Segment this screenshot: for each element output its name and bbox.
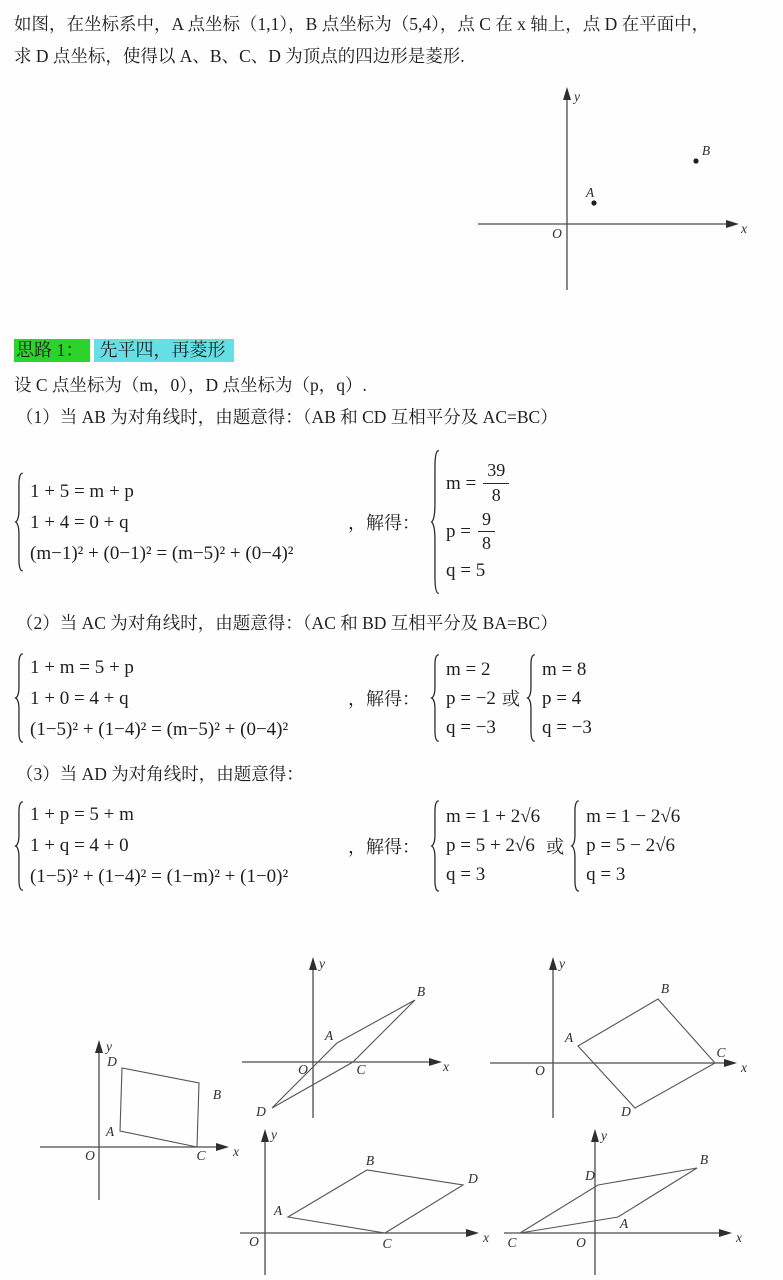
rhombus-ABCD (272, 1000, 415, 1108)
solve-connector: ，解得： (348, 836, 420, 857)
left-brace-icon (430, 798, 441, 894)
point-D-label: D (107, 1054, 117, 1069)
equation: (1−5)² + (1−4)² = (m−5)² + (0−4)² (30, 718, 289, 740)
point-B-label: B (699, 1152, 709, 1167)
left-brace-icon (14, 470, 25, 574)
solve-connector: ，解得： (348, 513, 420, 533)
fraction (483, 460, 509, 506)
left-brace-icon (430, 446, 441, 598)
x-axis-arrow-icon (429, 1058, 442, 1066)
or-word: 或 (501, 689, 520, 709)
fraction-denominator: 8 (481, 533, 491, 554)
y-axis-arrow-icon (591, 1129, 599, 1142)
x-axis-arrow-icon (466, 1229, 479, 1237)
x-axis-label: x (741, 221, 747, 236)
x-axis-arrow-icon (726, 220, 739, 228)
equation: 1 + m = 5 + p (30, 656, 134, 678)
solution-lhs: m = (446, 472, 477, 494)
point-B-dot (693, 158, 698, 163)
rhombus-CDBA (520, 1168, 697, 1233)
case-2-equations (14, 648, 592, 748)
equation: 1 + 5 = m + p (30, 480, 134, 502)
case-2-solution-1 (430, 652, 496, 744)
left-brace-icon (430, 652, 441, 744)
y-axis-label: y (319, 956, 325, 971)
point-C-label: C (716, 1045, 726, 1060)
x-axis-arrow-icon (216, 1143, 229, 1151)
x-axis-label: x (233, 1144, 239, 1159)
case-2-title: （2）当 AC 为对角线时，由题意得：（AC 和 BD 互相平分及 BA=BC） (16, 613, 558, 633)
equation: 1 + q = 4 + 0 (30, 835, 129, 856)
point-B-label: B (701, 143, 711, 158)
left-brace-icon (526, 652, 537, 744)
y-axis-arrow-icon (95, 1040, 103, 1053)
point-B-label: B (660, 981, 670, 996)
left-brace-icon (570, 798, 581, 894)
figure-main-axes (450, 85, 770, 300)
origin-label: O (552, 226, 562, 241)
case-1-equations (14, 443, 509, 601)
equation: 1 + 0 = 4 + q (30, 687, 129, 709)
x-axis-arrow-icon (724, 1059, 737, 1067)
y-axis-arrow-icon (309, 957, 317, 970)
solution-value: p = 4 (541, 687, 582, 709)
figure-case-1 (40, 1035, 240, 1205)
y-axis-arrow-icon (261, 1129, 269, 1142)
solution-value: q = −3 (446, 716, 496, 738)
solution-value: p = 5 − 2√6 (586, 835, 675, 856)
case-3-solution-2 (570, 798, 680, 894)
x-axis-arrow-icon (719, 1229, 732, 1237)
case-3-title: （3）当 AD 为对角线时，由题意得： (16, 764, 304, 784)
y-axis-label: y (601, 1128, 607, 1143)
equation: 1 + 4 = 0 + q (30, 511, 129, 533)
point-D-label: D (585, 1168, 595, 1183)
x-axis-label: x (443, 1059, 449, 1074)
rhombus-ABCD (578, 999, 715, 1108)
solution-value: q = −3 (541, 716, 592, 738)
point-C-label: C (356, 1062, 366, 1077)
fraction-numerator: 39 (483, 460, 509, 484)
point-A-label: A (564, 1030, 574, 1045)
point-A-label: A (273, 1203, 283, 1218)
y-axis-label: y (559, 956, 565, 971)
solution-value: m = 1 − 2√6 (586, 806, 681, 827)
point-A-label: A (585, 185, 595, 200)
figure-case-2b (490, 950, 752, 1122)
x-axis-label: x (741, 1060, 747, 1075)
point-D-label: D (468, 1171, 478, 1186)
rhombus-ABDC (288, 1170, 463, 1233)
point-C-label: C (196, 1148, 206, 1163)
equation: (m−1)² + (0−1)² = (m−5)² + (0−4)² (30, 542, 294, 564)
solution-value: q = 3 (446, 864, 486, 885)
case-1-system (14, 470, 342, 574)
solution-value (446, 460, 509, 506)
problem-line-2: 求 D 点坐标，使得以 A、B、C、D 为顶点的四边形是菱形. (14, 46, 465, 66)
case-3-equations (14, 793, 680, 898)
point-A-label: A (324, 1028, 334, 1043)
point-C-label: C (507, 1235, 517, 1250)
fraction (478, 509, 495, 555)
case-2-solution-2 (526, 652, 592, 744)
point-D-label: D (621, 1104, 631, 1119)
origin-label: O (249, 1234, 259, 1249)
y-axis-label: y (271, 1127, 277, 1142)
heading-label: 思路 1： (14, 339, 90, 362)
problem-statement (14, 8, 775, 72)
origin-label: O (85, 1148, 95, 1163)
y-axis-arrow-icon (549, 957, 557, 970)
solve-connector: ，解得： (348, 689, 420, 709)
point-B-label: B (212, 1087, 222, 1102)
point-D-label: D (256, 1104, 266, 1119)
fraction-numerator: 9 (478, 509, 495, 533)
origin-label: O (576, 1235, 586, 1250)
fraction-denominator: 8 (491, 484, 501, 505)
solution-value: q = 5 (446, 559, 486, 581)
case-3-system (14, 799, 342, 893)
y-axis-arrow-icon (563, 87, 571, 100)
equation: (1−5)² + (1−4)² = (1−m)² + (1−0)² (30, 866, 289, 887)
y-axis-label: y (574, 89, 580, 104)
case-2-system (14, 651, 342, 745)
solution-value (446, 509, 509, 555)
point-B-label: B (365, 1153, 375, 1168)
point-A-label: A (619, 1216, 629, 1231)
or-word: 或 (546, 836, 565, 857)
origin-label: O (298, 1062, 308, 1077)
point-B-label: B (416, 984, 426, 999)
problem-line-1: 如图，在坐标系中，A 点坐标（1,1），B 点坐标为（5,4），点 C 在 x 轴上，点 D 在平面中， (14, 14, 710, 34)
origin-label: O (535, 1063, 545, 1078)
heading-method: 先平四，再菱形 (94, 339, 234, 362)
figure-case-2a (240, 950, 452, 1122)
solution-value: m = 1 + 2√6 (446, 806, 541, 827)
case-1-solution (430, 446, 509, 598)
solution-lhs: p = (446, 521, 471, 543)
left-brace-icon (14, 651, 25, 745)
left-brace-icon (14, 799, 25, 893)
solution-value: q = 3 (586, 864, 626, 885)
solution-value: p = 5 + 2√6 (446, 835, 535, 856)
equation: 1 + p = 5 + m (30, 804, 134, 825)
point-C-label: C (382, 1236, 392, 1251)
y-axis-label: y (106, 1039, 112, 1054)
setup-line: 设 C 点坐标为（m，0），D 点坐标为（p，q）. (14, 375, 367, 395)
solution-value: m = 8 (541, 658, 587, 680)
solution-heading (14, 337, 234, 364)
solution-value: m = 2 (446, 658, 491, 680)
case-3-solution-1 (430, 798, 540, 894)
case-1-title: （1）当 AB 为对角线时，由题意得：（AB 和 CD 互相平分及 AC=BC） (16, 407, 558, 427)
point-A-dot (591, 200, 596, 205)
figure-case-3b (500, 1125, 762, 1280)
rhombus-ADBC (120, 1068, 199, 1147)
x-axis-label: x (736, 1230, 742, 1245)
point-A-label: A (105, 1124, 115, 1139)
solution-value: p = −2 (446, 687, 496, 709)
x-axis-label: x (483, 1230, 489, 1245)
figure-case-3a (240, 1125, 492, 1280)
